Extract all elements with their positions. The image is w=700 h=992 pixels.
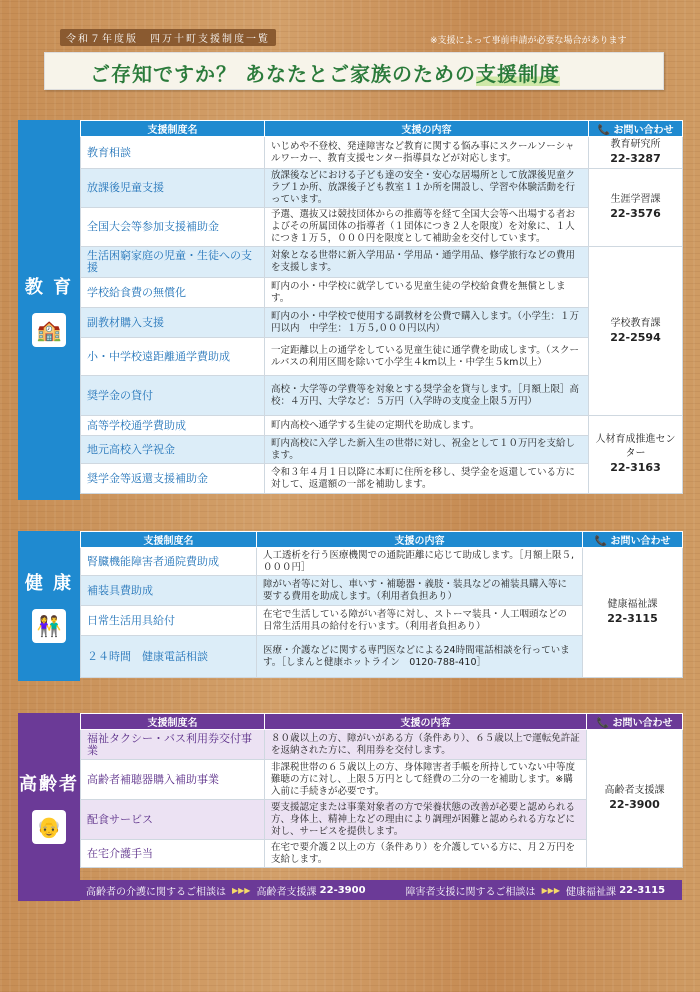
arrow-icon: ▶▶▶ bbox=[541, 885, 561, 895]
row-name: 地元高校入学祝金 bbox=[81, 436, 265, 464]
row-desc: 人工透析を行う医療機関での通院距離に応じて助成します。［月額上限５,０００円］ bbox=[257, 548, 583, 576]
row-desc: ８０歳以上の方、障がいがある方（条件あり）、６５歳以上で運転免許証を返納された方に、利用券を交付します。 bbox=[265, 730, 587, 760]
row-desc: 対象となる世帯に新入学用品・学用品・通学用品、修学旅行などの費用を支援します。 bbox=[265, 247, 589, 278]
row-name: 生活困窮家庭の児童・生徒への支援 bbox=[81, 247, 265, 278]
col-name: 支援制度名 bbox=[81, 121, 265, 137]
arrow-icon: ▶▶▶ bbox=[232, 885, 251, 895]
row-name: 福祉タクシー・バス利用券交付事業 bbox=[81, 730, 265, 760]
table-row bbox=[81, 137, 683, 169]
elderly-table bbox=[80, 713, 683, 868]
contact-cell: 人材育成推進センター 22-3163 bbox=[589, 416, 683, 494]
education-label: 教 育 bbox=[24, 277, 74, 298]
footer-left-tel: 22-3900 bbox=[319, 884, 366, 896]
row-name: 教育相談 bbox=[81, 137, 265, 169]
contact-cell: 健康福祉課 22-3115 bbox=[583, 548, 683, 678]
row-desc: 一定距離以上の通学をしている児童生徒に通学費を助成します。（スクールバスの利用区間を除いて小学生４km以上・中学生５km以上） bbox=[265, 338, 589, 376]
row-name: 奨学金等返還支援補助金 bbox=[81, 464, 265, 494]
row-name: 全国大会等参加支援補助金 bbox=[81, 208, 265, 247]
contact-cell: 教育研究所 22-3287 bbox=[589, 137, 683, 169]
row-desc: 町内高校に入学した新入生の世帯に対し、祝金として１０万円を支給します。 bbox=[265, 436, 589, 464]
row-name: ２４時間 健康電話相談 bbox=[81, 636, 257, 678]
table-header bbox=[81, 532, 683, 548]
table-row bbox=[81, 169, 683, 208]
table-row bbox=[81, 247, 683, 278]
row-desc: 非課税世帯の６５歳以上の方、身体障害者手帳を所持していない中等度難聴の方に対し、上限５万円として経費の二分の一を補助します。※購入前に手続きが必要です。 bbox=[265, 760, 587, 800]
footer-left-text: 高齢者の介護に関するご相談は bbox=[86, 886, 226, 898]
row-name: 副教材購入支援 bbox=[81, 308, 265, 338]
row-desc: 要支援認定または事業対象者の方で栄養状態の改善が必要と認められる方、身体上、精神上などの理由により調理が困難と認められる方などに対し、サービスを提供します。 bbox=[265, 800, 587, 840]
col-name: 支援制度名 bbox=[81, 714, 265, 730]
elderly-side bbox=[18, 713, 80, 901]
footer-right-text: 障害者支援に関するご相談は bbox=[405, 886, 536, 898]
education-section bbox=[18, 120, 682, 500]
footer-bar bbox=[80, 880, 682, 900]
table-header bbox=[81, 121, 683, 137]
row-desc: 放課後などにおける子ども達の安全・安心な居場所として放課後児童クラブ１か所、放課後子ども教室１１か所を開設し、学習や体験活動を行っています。 bbox=[265, 169, 589, 208]
health-table bbox=[80, 531, 683, 678]
row-desc: いじめや不登校、発達障害など教育に関する悩み事にスクールソーシャルワーカー、教育支援センター指導員などが対応します。 bbox=[265, 137, 589, 169]
health-side bbox=[18, 531, 80, 681]
row-name: 高齢者補聴器購入補助事業 bbox=[81, 760, 265, 800]
title-highlight: 支援制度 bbox=[475, 62, 560, 86]
col-contact: 📞 お問い合わせ bbox=[587, 714, 683, 730]
col-desc: 支援の内容 bbox=[265, 121, 589, 137]
row-name: 小・中学校遠距離通学費助成 bbox=[81, 338, 265, 376]
row-name: 高等学校通学費助成 bbox=[81, 416, 265, 436]
header-label: 令和７年度版 四万十町支援制度一覧 bbox=[60, 29, 276, 46]
row-name: 在宅介護手当 bbox=[81, 840, 265, 868]
row-desc: 町内の小・中学校に就学している児童生徒の学校給食費を無償としま す。 bbox=[265, 278, 589, 308]
table-row bbox=[81, 548, 683, 576]
row-desc: 在宅で生活している障がい者等に対し、ストーマ装具・人工咽頭などの日常生活用具の給付を行います。（利用者負担あり） bbox=[257, 606, 583, 636]
footer-right-dept: 健康福祉課 bbox=[566, 886, 617, 898]
row-desc: 町内の小・中学校で使用する副教材を公費で購入します。（小学生：１万円以内 中学生：１万５,０００円以内） bbox=[265, 308, 589, 338]
health-label: 健 康 bbox=[24, 573, 74, 594]
phone-icon: 📞 bbox=[597, 125, 614, 136]
row-name: 配食サービス bbox=[81, 800, 265, 840]
row-desc: 障がい者等に対し、車いす・補聴器・義肢・装具などの補装具購入等に要する費用を助成します。（利用者負担あり） bbox=[257, 576, 583, 606]
contact-cell: 学校教育課 22-2594 bbox=[589, 247, 683, 416]
table-row bbox=[81, 416, 683, 436]
table-row bbox=[81, 730, 683, 760]
footer-left-dept: 高齢者支援課 bbox=[256, 886, 317, 898]
col-name: 支援制度名 bbox=[81, 532, 257, 548]
health-section bbox=[18, 531, 682, 681]
row-name: 奨学金の貸付 bbox=[81, 376, 265, 416]
table-header bbox=[81, 714, 683, 730]
header-label-bar bbox=[60, 29, 276, 45]
title-pre: ご存知ですか？ あなたとご家族のための bbox=[90, 62, 476, 86]
row-desc: 令和３年４月１日以降に本町に住所を移し、奨学金を返還している方に対して、返還額の一部を補助します。 bbox=[265, 464, 589, 494]
row-desc: 高校・大学等の学費等を対象とする奨学金を貸与します。［月額上限］高校：４万円、大学など：５万円（入学時の支度金上限５万円） bbox=[265, 376, 589, 416]
row-desc: 在宅で要介護２以上の方（条件あり）を介護している方に、月２万円を支給します。 bbox=[265, 840, 587, 868]
elderly-label: 高齢者 bbox=[19, 774, 79, 795]
row-name: 学校給食費の無償化 bbox=[81, 278, 265, 308]
elderly-couple-icon: 👴 bbox=[32, 810, 66, 844]
col-desc: 支援の内容 bbox=[265, 714, 587, 730]
contact-cell: 高齢者支援課 22-3900 bbox=[587, 730, 683, 868]
header-note: ※支援によって事前申請が必要な場合があります bbox=[430, 36, 627, 46]
phone-icon: 📞 bbox=[596, 718, 613, 729]
page-title bbox=[90, 58, 560, 87]
row-name: 補装具費助成 bbox=[81, 576, 257, 606]
col-contact: 📞 お問い合わせ bbox=[583, 532, 683, 548]
education-side bbox=[18, 120, 80, 500]
phone-icon: 📞 bbox=[594, 536, 611, 547]
row-desc: 医療・介護などに関する専門医などによる24時間電話相談を行っています。［しまんと健康ホットライン 0120-788-410］ bbox=[257, 636, 583, 678]
footer-right-tel: 22-3115 bbox=[619, 884, 666, 896]
contact-cell: 生涯学習課 22-3576 bbox=[589, 169, 683, 247]
col-desc: 支援の内容 bbox=[257, 532, 583, 548]
elderly-section bbox=[18, 713, 682, 901]
row-name: 放課後児童支援 bbox=[81, 169, 265, 208]
col-contact: 📞 お問い合わせ bbox=[589, 121, 683, 137]
row-desc: 予選、選抜又は競技団体からの推薦等を経て全国大会等へ出場する者およびその所属団体の指導者（１団体につき２人を限度）を対象に、１人につき１万５，０００円を限度として補助金を交付しています。 bbox=[265, 208, 589, 247]
row-desc: 町内高校へ通学する生徒の定期代を助成します。 bbox=[265, 416, 589, 436]
school-icon: 🏫 bbox=[32, 313, 66, 347]
education-table bbox=[80, 120, 683, 494]
people-icon: 👫 bbox=[32, 609, 66, 643]
row-name: 日常生活用具給付 bbox=[81, 606, 257, 636]
row-name: 腎臓機能障害者通院費助成 bbox=[81, 548, 257, 576]
